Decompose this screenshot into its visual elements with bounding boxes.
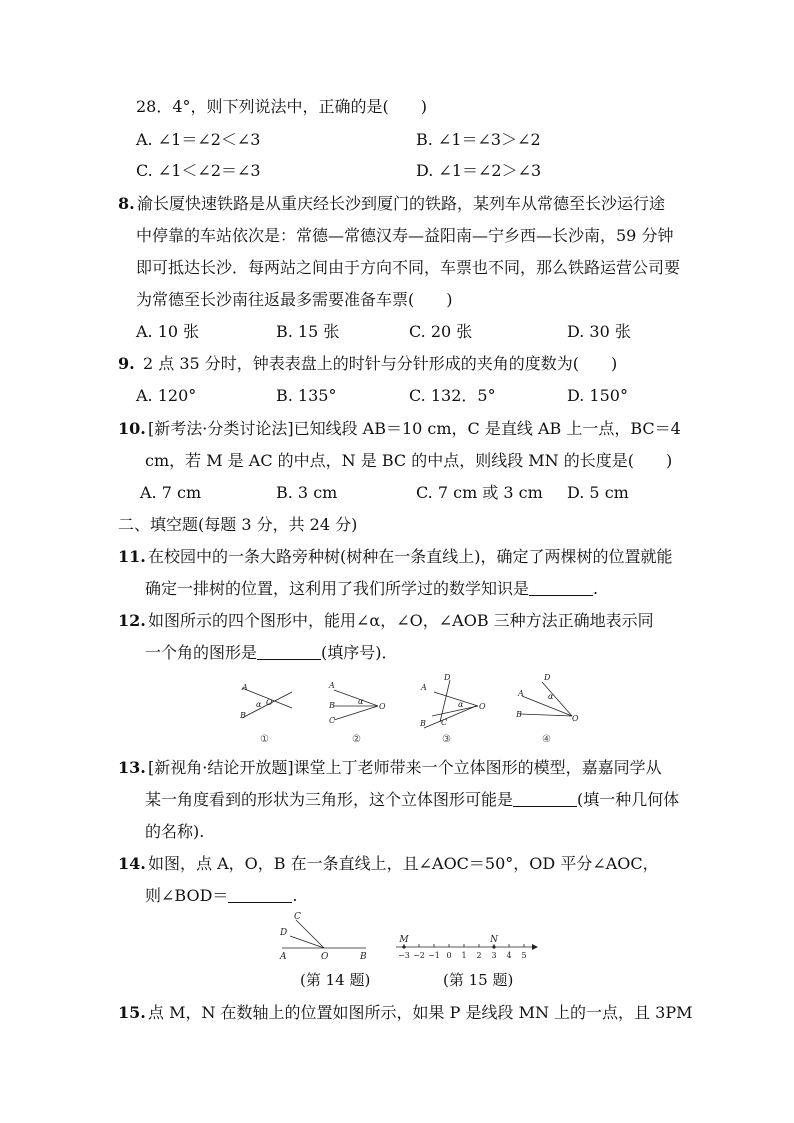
q8-line-1: 渝长厦快速铁路是从重庆经长沙到厦门的铁路，某列车从常德至长沙运行途 [137,194,666,213]
fig1-label-alpha: α [256,700,262,709]
fig-label-1: ① [260,734,269,745]
q10-number: 10. [118,419,146,438]
svg-text:C: C [441,718,448,727]
label-o: O [321,952,329,962]
q15-text: 点 M，N 在数轴上的位置如图所示，如果 P 是线段 MN 上的一点，且 3PM [148,1003,693,1022]
q13-line-1: [新视角·结论开放题]课堂上丁老师带来一个立体图形的模型，嘉嘉同学从 [148,758,662,777]
q12-line-2-end: (填序号)． [321,643,398,662]
svg-text:B: B [420,719,426,728]
q9-option-d: D. 150° [567,386,628,405]
q8-number: 8. [118,194,135,213]
q9-option-a: A. 120° [136,386,197,405]
fig-label-2: ② [352,734,361,745]
q11-line-2-text: 确定一排树的位置，这利用了我们所学过的数学知识是 [145,579,530,598]
q11-number: 11. [118,547,146,566]
fig-15-caption: (第 15 题) [443,971,514,989]
fig1-label-b: B [240,711,246,720]
q11-answer-blank[interactable] [529,579,593,596]
svg-text:B: B [516,710,522,719]
q15-number: 15. [118,1003,146,1022]
fig-14-caption: (第 14 题) [300,971,371,989]
tick-label: −2 [413,951,425,960]
q10-option-b: B. 3 cm [276,483,338,502]
q8-line-3: 即可抵达长沙．每两站之间由于方向不同，车票也不同，那么铁路运营公司要 [136,258,681,277]
q10-option-c: C. 7 cm 或 3 cm [416,483,543,502]
q14-line-2 [145,885,298,907]
q14-answer-blank[interactable] [228,886,292,903]
q12-line-2 [145,642,398,664]
q12-figures [230,670,590,750]
q11-line-2-end: . [593,579,599,598]
svg-text:D: D [444,673,451,682]
q14-line-1: 如图，点 A，O，B 在一条直线上，且∠AOC＝50°，OD 平分∠AOC， [148,854,659,873]
tick-label: 0 [446,951,452,960]
label-a: A [280,952,287,962]
q10-line-2: cm，若 M 是 AC 的中点，N 是 BC 的中点，则线段 MN 的长度是( ) [145,451,673,470]
q14-line-2-end: . [292,886,298,905]
q10-option-d: D. 5 cm [567,483,629,502]
svg-text:A: A [518,689,524,698]
svg-text:B: B [329,701,335,710]
q12-answer-blank[interactable] [257,643,321,660]
q8-option-d: D. 30 张 [567,322,631,341]
q12-number: 12. [118,611,146,630]
svg-text:C: C [329,716,336,725]
q13-line-3: 的名称). [145,822,205,841]
q7-option-b: B. ∠1＝∠3＞∠2 [416,130,541,149]
q7-option-a: A. ∠1＝∠2＜∠3 [136,130,261,149]
q11-line-1: 在校园中的一条大路旁种树(树种在一条直线上)，确定了两棵树的位置就能 [148,547,673,566]
point-label-m: M [399,935,409,945]
q13-answer-blank[interactable] [513,790,577,807]
fig1-label-a: A [242,683,248,692]
q9-option-b: B. 135° [276,386,337,405]
q15-number-line [392,928,542,964]
q9-number: 9. [118,354,135,373]
q13-line-2-end: (填一种几何体 [577,790,680,809]
q14-line-2-text: 则∠BOD＝ [145,886,229,905]
q12-line-2-text: 一个角的图形是 [145,643,258,662]
svg-text:O: O [479,702,486,711]
label-c: C [294,912,301,922]
tick-label: 4 [506,951,512,960]
tick-label: 1 [461,951,467,960]
q8-option-a: A. 10 张 [136,322,200,341]
q10-option-a: A. 7 cm [140,483,202,502]
q7-stem-tail: 28．4°，则下列说法中，正确的是( ) [136,97,428,116]
q10-line-1: [新考法·分类讨论法]已知线段 AB＝10 cm，C 是直线 AB 上一点，BC＝4 [148,419,681,438]
svg-text:α: α [458,700,464,709]
label-b: B [360,952,367,962]
svg-text:α: α [358,697,364,706]
ray-od [290,936,324,948]
tick-label: 3 [491,951,497,960]
tick-label: 5 [521,951,527,960]
fig-label-3: ③ [442,734,451,745]
point-m [402,945,405,948]
q13-line-2 [145,789,679,811]
label-d: D [280,928,288,938]
q8-option-c: C. 20 张 [409,322,473,341]
q13-line-2-text: 某一角度看到的形状为三角形，这个立体图形可能是 [145,790,514,809]
section-2-title: 二、填空题(每题 3 分，共 24 分) [118,515,358,534]
tick-label: −3 [398,951,410,960]
number-line-arrow [532,944,538,950]
svg-text:O: O [379,702,386,711]
point-n [492,945,495,948]
q8-line-2: 中停靠的车站依次是：常德—常德汉寿—益阳南—宁乡西—长沙南，59 分钟 [136,226,674,245]
fig-label-4: ④ [542,734,551,745]
svg-text:α: α [548,692,554,701]
ray-oc [296,920,324,948]
q14-number: 14. [118,854,146,873]
q7-option-d: D. ∠1＝∠2＞∠3 [416,161,542,180]
q8-line-4: 为常德至长沙南往返最多需要准备车票( ) [136,290,453,309]
svg-text:A: A [421,683,427,692]
svg-text:O: O [572,714,579,723]
svg-text:A: A [329,681,335,690]
q12-line-1: 如图所示的四个图形中，能用∠α，∠O，∠AOB 三种方法正确地表示同 [148,611,654,630]
q7-option-c: C. ∠1＜∠2＝∠3 [136,161,261,180]
fig1-label-o: O [266,698,273,707]
tick-label: 2 [476,951,482,960]
point-label-n: N [490,935,498,945]
q11-line-2 [145,578,598,600]
tick-label: −1 [428,951,440,960]
q14-figure [276,910,376,962]
q13-number: 13. [118,758,146,777]
q9-option-c: C. 132．5° [409,386,496,405]
q8-option-b: B. 15 张 [276,322,340,341]
svg-text:D: D [544,673,551,682]
q9-text: 2 点 35 分时，钟表表盘上的时针与分针形成的夹角的度数为( ) [143,354,618,373]
